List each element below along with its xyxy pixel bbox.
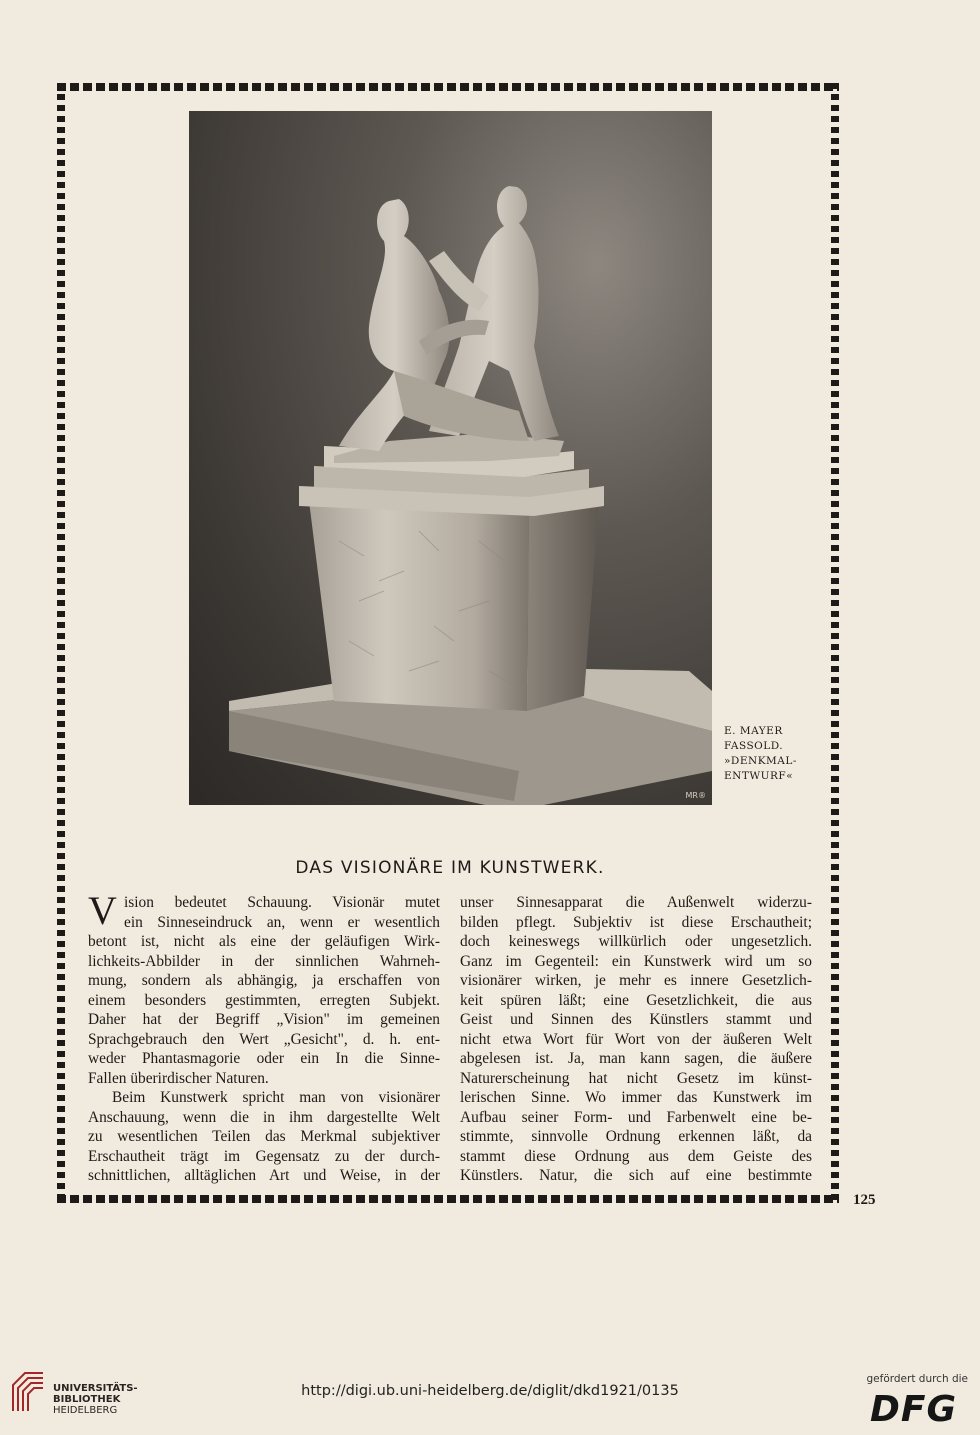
text-line: Künstlers. Natur, die sich auf eine bestimmte — [460, 1167, 812, 1184]
text-line: Aufbau seiner Form- und Farbenwelt eine be- — [460, 1108, 812, 1126]
text-line: nicht etwa Wort für Wort von der äußeren Welt — [460, 1030, 812, 1048]
text-line: stammt diese Ordnung aus dem Geiste des — [460, 1147, 812, 1165]
institution-line: BIBLIOTHEK — [53, 1394, 121, 1405]
drop-cap: V — [88, 888, 117, 933]
text-line: Daher hat der Begriff „Vision" im gemeinen — [88, 1011, 440, 1028]
text-line: Naturerscheinung hat nicht Gesetz im künst- — [460, 1069, 812, 1087]
funding-note: gefördert durch die — [866, 1373, 968, 1385]
dfg-logo: DFG — [870, 1389, 958, 1430]
frame-bottom-border — [57, 1195, 839, 1203]
text-line: Sprachgebrauch den Wert „Gesicht", d. h. ent- — [88, 1030, 440, 1048]
text-line: mung, sondern als abhängig, ja erschaffen von — [88, 972, 440, 989]
sculpture-photograph — [189, 111, 712, 805]
text-line: Geist und Sinnen des Künstlers stammt und — [460, 1011, 812, 1028]
page-number: 125 — [853, 1192, 876, 1208]
text-column-left — [88, 888, 440, 1186]
institution-line: UNIVERSITÄTS- — [53, 1383, 138, 1394]
text-line: lichkeits-Abbilder in der sinnlichen Wahrneh- — [88, 952, 440, 970]
text-line: betont ist, nicht als eine der geläufigen Wirk- — [88, 933, 440, 950]
text-line: Beim Kunstwerk spricht man von visionärer — [112, 1089, 440, 1106]
text-line: schnittlichen, alltäglichen Art und Weise, in der — [88, 1167, 440, 1184]
caption-line: ENTWURF« — [724, 770, 794, 782]
text-line: zu wesentlichen Teilen das Merkmal subjektiver — [88, 1128, 440, 1145]
frame-right-border — [831, 83, 839, 1205]
text-line: Ganz im Gegenteil: ein Kunstwerk wird um so — [460, 952, 812, 970]
text-line: Erschautheit trägt im Gegensatz zu der durch- — [88, 1147, 440, 1165]
text-line: visionärer wirken, je mehr es innere Gesetzlich- — [460, 972, 812, 989]
photo-caption — [724, 724, 824, 784]
article-heading: DAS VISIONÄRE IM KUNSTWERK. — [295, 858, 605, 878]
text-line: einem besonders gestimmten, erregten Subjekt. — [88, 991, 440, 1009]
text-line: ision bedeutet Schauung. Visionär mutet — [124, 894, 440, 911]
text-column-right — [460, 893, 812, 1186]
text-line: ein Sinneseindruck an, wenn er wesentlich — [124, 913, 440, 931]
caption-line: FASSOLD. — [724, 740, 784, 752]
photo-mark: MR® — [685, 791, 706, 800]
text-line: abgelesen ist. Ja, man kann sagen, die äußere — [460, 1050, 812, 1067]
frame-top-border — [57, 83, 839, 91]
text-line: bilden pflegt. Subjektiv ist diese Erschautheit; — [460, 913, 812, 931]
sculpture-illustration — [189, 111, 712, 805]
institution-line: HEIDELBERG — [53, 1405, 118, 1416]
text-line: lerischen Sinne. Wo immer das Kunstwerk im — [460, 1089, 812, 1106]
text-line: Fallen überirdischer Naturen. — [88, 1069, 269, 1087]
text-line: unser Sinnesapparat die Außenwelt widerzu- — [460, 894, 812, 911]
text-line: stimmte, sinnvolle Ordnung erkennen läßt, da — [460, 1128, 812, 1145]
text-line: keit spüren läßt; eine Gesetzlichkeit, die aus — [460, 991, 812, 1009]
source-url[interactable]: http://digi.ub.uni-heidelberg.de/diglit/dkd1921/0135 — [301, 1383, 679, 1399]
frame-left-border — [57, 83, 65, 1205]
caption-line: »DENKMAL- — [724, 755, 797, 767]
text-line: doch keineswegs willkürlich oder ungesetzlich. — [460, 933, 812, 950]
text-line: weder Phantasmagorie oder ein In die Sinne- — [88, 1050, 440, 1067]
caption-line: E. MAYER — [724, 725, 783, 737]
text-line: Anschauung, wenn die in ihm dargestellte Welt — [88, 1108, 440, 1126]
